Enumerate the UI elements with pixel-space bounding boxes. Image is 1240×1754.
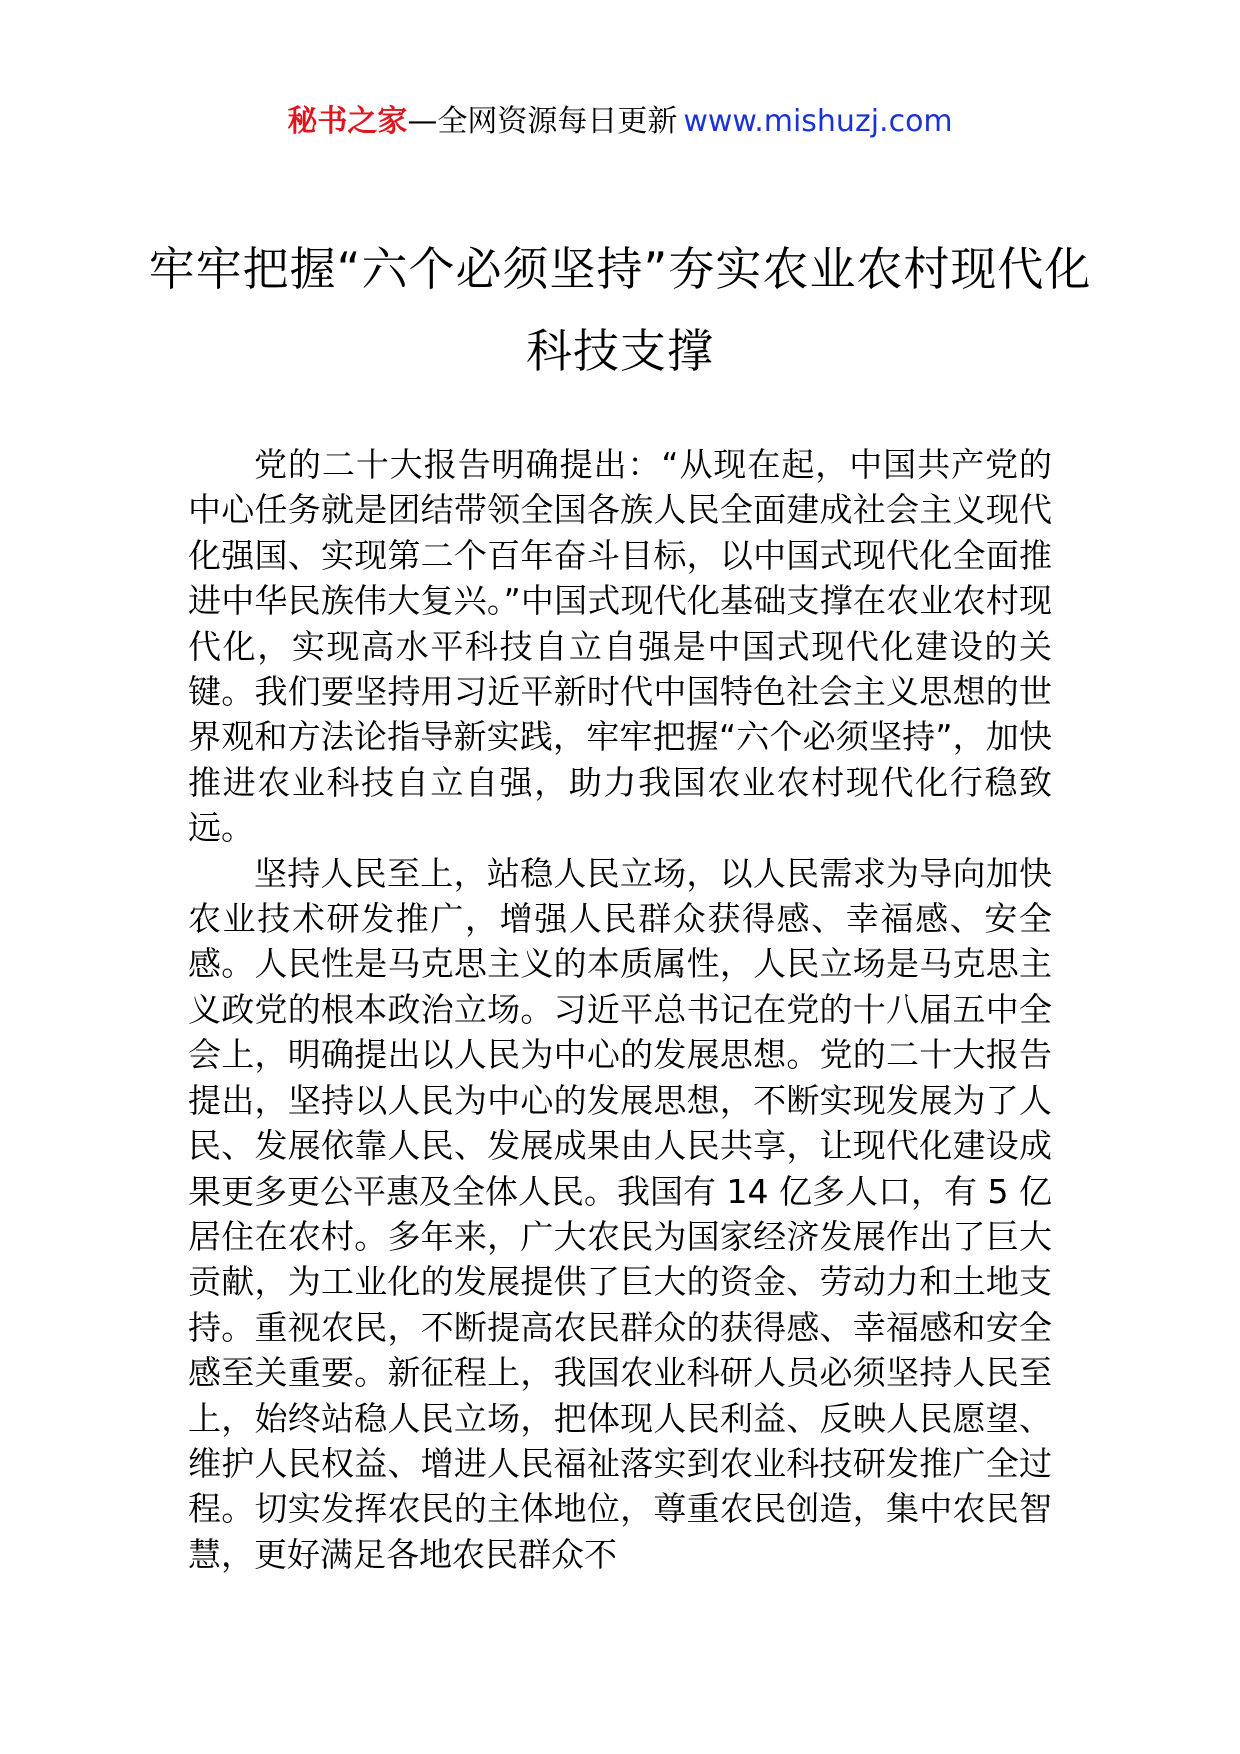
document-body: [188, 442, 1052, 1577]
site-name: 秘书之家: [287, 104, 408, 139]
site-url-link[interactable]: www.mishuzj.com: [683, 104, 953, 139]
site-header: [0, 100, 1240, 144]
site-slogan: —全网资源每日更新: [407, 104, 678, 139]
paragraph: 坚持人民至上，站稳人民立场，以人民需求为导向加快农业技术研发推广，增强人民群众获得感、幸福感、安全感。人民性是马克思主义的本质属性，人民立场是马克思主义政党的根本政治立场。习近平总书记在党的十八届五中全会上，明确提出以人民为中心的发展思想。党的二十大报告提出，坚持以人民为中心的发展思想，不断实现发展为了人民、发展依靠人民、发展成果由人民共享，让现代化建设成果更多更公平惠及全体人民。我国有 14 亿多人口，有 5 亿居住在农村。多年来，广大农民为国家经济发展作出了巨大贡献，为工业化的发展提供了巨大的资金、劳动力和土地支持。重视农民，不断提高农民群众的获得感、幸福感和安全感至关重要。新征程上，我国农业科研人员必须坚持人民至上，始终站稳人民立场，把体现人民利益、反映人民愿望、维护人民权益、增进人民福祉落实到农业科技研发推广全过程。切实发挥农民的主体地位，尊重农民创造，集中农民智慧，更好满足各地农民群众不: [188, 853, 1052, 1574]
paragraph: 党的二十大报告明确提出：“从现在起，中国共产党的中心任务就是团结带领全国各族人民全面建成社会主义现代化强国、实现第二个百年奋斗目标，以中国式现代化全面推进中华民族伟大复兴。”中国式现代化基础支撑在农业农村现代化，实现高水平科技自立自强是中国式现代化建设的关键。我们要坚持用习近平新时代中国特色社会主义思想的世界观和方法论指导新实践，牢牢把握“六个必须坚持”，加快推进农业科技自立自强，助力我国农业农村现代化行稳致远。: [188, 445, 1052, 848]
document-title: 牢牢把握“六个必须坚持”夯实农业农村现代化科技支撑: [148, 242, 1092, 378]
